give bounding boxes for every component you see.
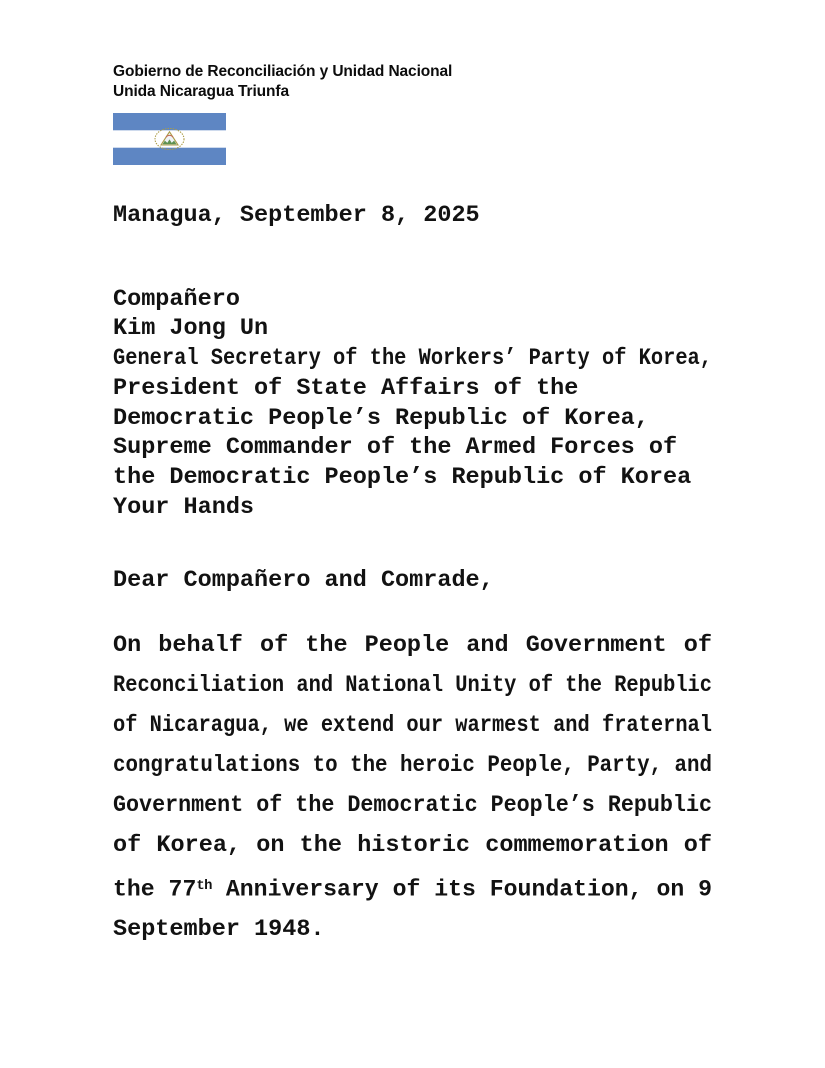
body-line: Reconciliation and National Unity of the Republic xyxy=(113,672,712,700)
address-line-title-5: the Democratic People’s Republic of Korea xyxy=(113,463,692,491)
address-block xyxy=(113,285,712,523)
address-line-title-2: President of State Affairs of the xyxy=(113,374,579,402)
letterhead xyxy=(113,0,712,102)
salutation-block xyxy=(113,566,712,596)
address-line-companero: Compañero xyxy=(113,285,240,313)
body-line-last: September 1948. xyxy=(113,916,325,944)
letterhead-line-1: Gobierno de Reconciliación y Unidad Nacional xyxy=(113,63,453,80)
body-line: Government of the Democratic People’s Republic xyxy=(113,792,712,820)
address-line-title-4: Supreme Commander of the Armed Forces of xyxy=(113,434,678,462)
address-line-your-hands: Your Hands xyxy=(113,493,255,521)
letter-body xyxy=(113,626,712,950)
salutation-line: Dear Compañero and Comrade, xyxy=(113,567,494,595)
body-line-anniversary xyxy=(113,866,712,910)
address-line-title-3: Democratic People’s Republic of Korea, xyxy=(113,404,649,432)
address-line-name: Kim Jong Un xyxy=(113,315,269,343)
anniversary-pre: the 77 xyxy=(113,876,197,904)
flag-bottom-blue-stripe xyxy=(113,148,226,165)
anniversary-post: Anniversary of its Foundation, on 9 xyxy=(212,876,712,904)
flag-top-blue-stripe xyxy=(113,113,226,130)
body-line: On behalf of the People and Government of xyxy=(113,632,712,660)
date-block xyxy=(113,201,712,231)
nicaragua-flag-graphic xyxy=(113,113,226,165)
body-line: congratulations to the heroic People, Party, and xyxy=(113,752,712,780)
ordinal-superscript: th xyxy=(196,878,213,895)
nicaragua-flag xyxy=(113,113,226,165)
body-line: of Korea, on the historic commemoration of xyxy=(113,832,712,860)
letterhead-line-2: Unida Nicaragua Triunfa xyxy=(113,83,289,100)
address-line-title-1: General Secretary of the Workers’ Party of Korea, xyxy=(113,345,712,373)
date-line: Managua, September 8, 2025 xyxy=(113,202,480,229)
body-line: of Nicaragua, we extend our warmest and fraternal xyxy=(113,712,712,740)
